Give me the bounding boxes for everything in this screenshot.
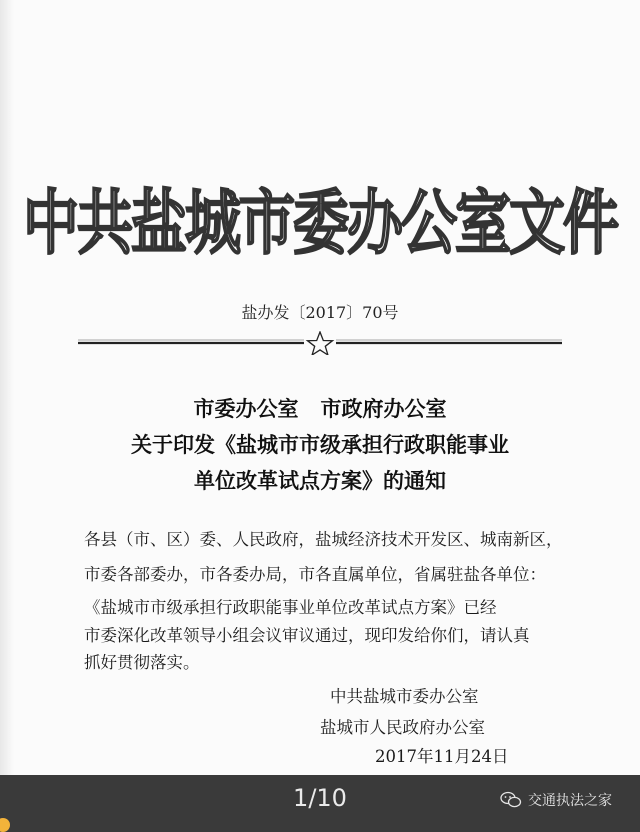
page-edge-shadow	[0, 0, 14, 775]
issue-date: 2017年11月24日	[375, 747, 509, 766]
wechat-watermark	[500, 790, 612, 810]
document-number: 盐办发〔2017〕70号	[241, 303, 399, 322]
masthead-title: 中共盐城市委办公室文件	[23, 181, 617, 265]
body-line-1: 《盐城市市级承担行政职能事业单位改革试点方案》已经	[84, 598, 497, 617]
addressee-line-1: 各县（市、区）委、人民政府，盐城经济技术开发区、城南新区，	[84, 530, 563, 549]
signer-party-office: 中共盐城市委办公室	[330, 687, 479, 706]
signer-government-office: 盐城市人民政府办公室	[320, 718, 485, 737]
title-line-2: 关于印发《盐城市市级承担行政职能事业	[131, 432, 509, 457]
wechat-icon	[500, 791, 522, 809]
addressee-line-2: 市委各部委办，市各委办局，市各直属单位，省属驻盐各单位：	[84, 565, 546, 584]
body-line-2: 市委深化改革领导小组会议审议通过，现印发给你们，请认真	[84, 626, 530, 645]
watermark-text: 交通执法之家	[528, 793, 612, 809]
body-line-3: 抓好贯彻落实。	[84, 653, 200, 672]
star-icon	[308, 332, 333, 355]
title-line-3: 单位改革试点方案》的通知	[194, 468, 446, 493]
issuer-party-office: 市委办公室	[193, 396, 299, 421]
page-indicator: 1/10	[293, 784, 347, 812]
red-header-divider	[78, 331, 562, 355]
title-line-1	[0, 391, 640, 427]
issuer-government-office: 市政府办公室	[320, 396, 447, 421]
